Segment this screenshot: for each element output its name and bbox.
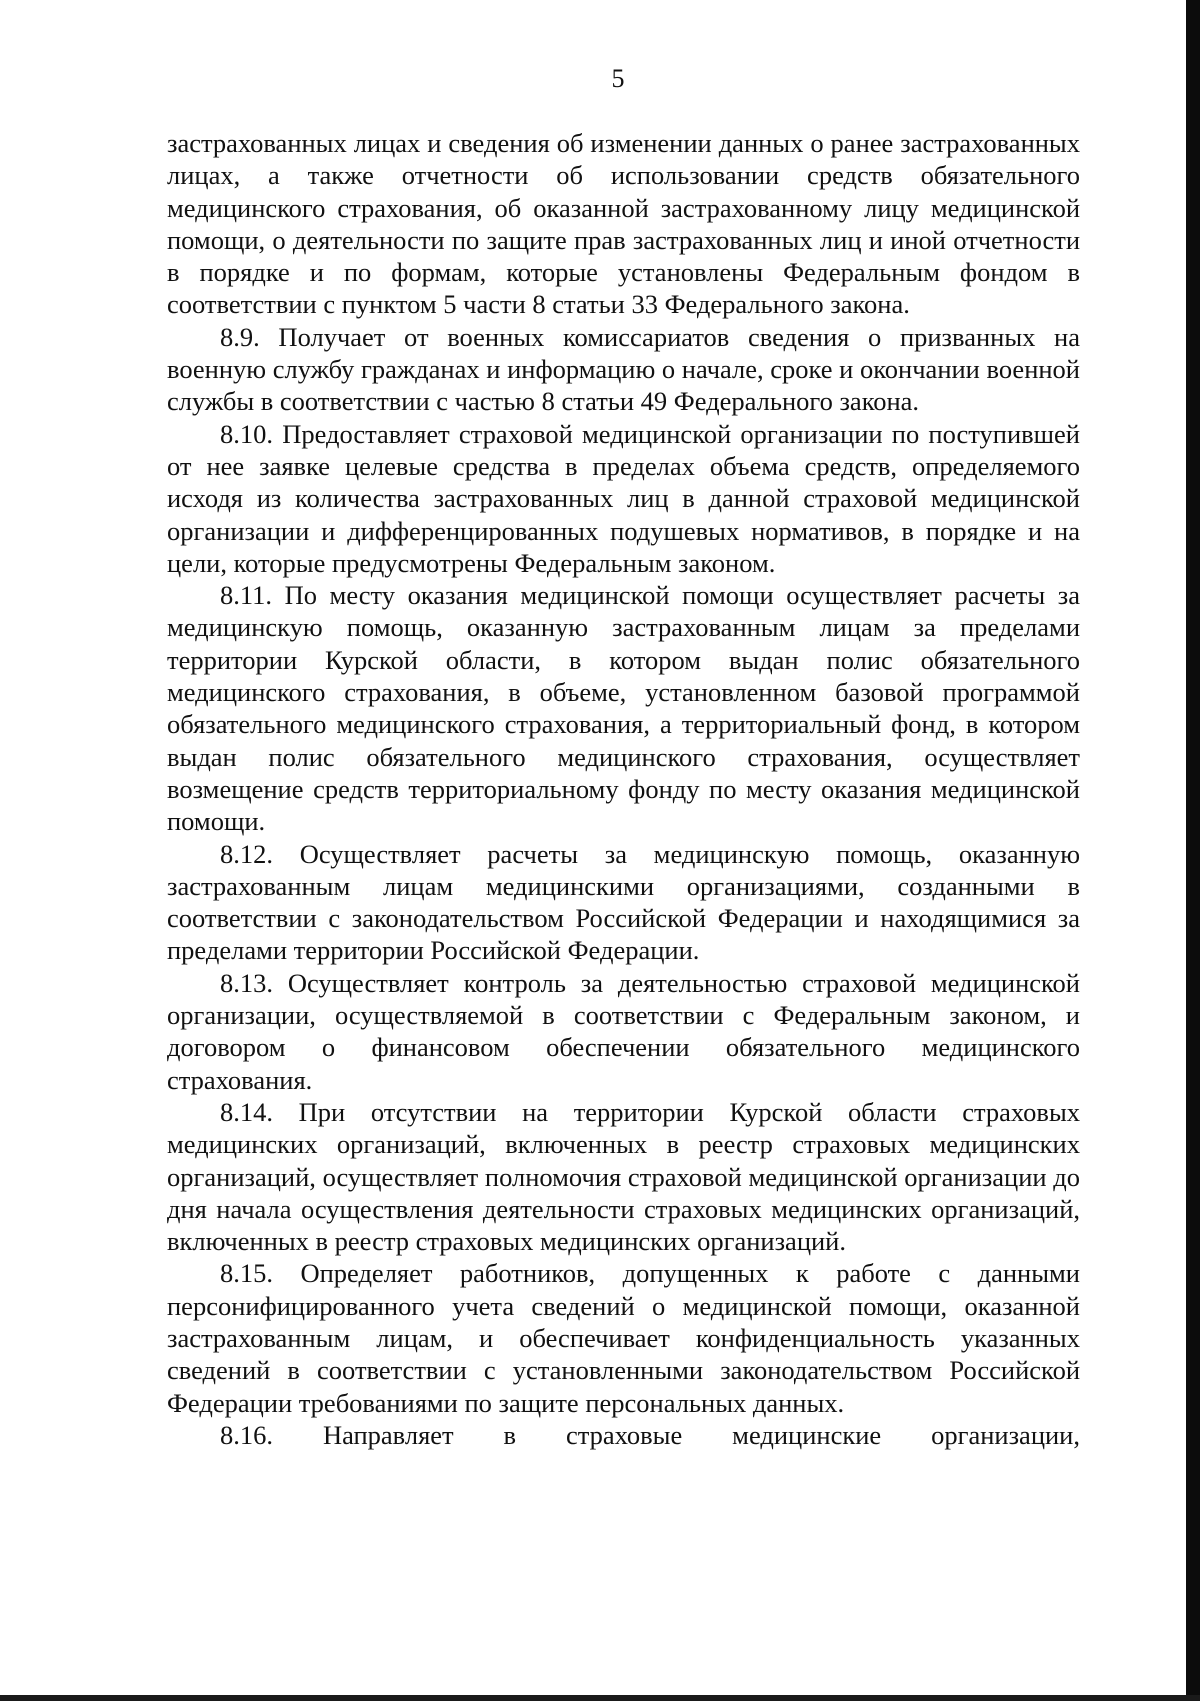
paragraph-8-12: 8.12. Осуществляет расчеты за медицинскую помощь, оказанную застрахованным лицам медицинскими организациями, созданными в соответствии с законодательством Российской Федерации и находящимися за пределами территории Российской Федерации. [167, 838, 1080, 966]
paragraph-continuation: застрахованных лицах и сведения об изменении данных о ранее застрахованных лицах, а также отчетности об использовании средств обязательного медицинского страхования, об оказанной застрахованному лицу медицинской помощи, о деятельности по защите прав застрахованных лиц и иной отчетности в порядке и по формам, которые установлены Федеральным фондом в соответствии с пунктом 5 части 8 статьи 33 Федерального закона. [167, 128, 1080, 320]
paragraph-8-11: 8.11. По месту оказания медицинской помощи осуществляет расчеты за медицинскую помощь, оказанную застрахованным лицам за пределами территории Курской области, в котором выдан полис обязательного медицинского страхования, в объеме, установленном базовой программой обязательного медицинского страхования, а территориальный фонд, в котором выдан полис обязательного медицинского страхования, осуществляет возмещение средств территориальному фонду по месту оказания медицинской помощи. [167, 580, 1080, 837]
paragraph-8-13: 8.13. Осуществляет контроль за деятельностью страховой медицинской организации, осуществляемой в соответствии с Федеральным законом, и договором о финансовом обеспечении обязательного медицинского страхования. [167, 967, 1080, 1095]
page-number: 5 [611, 64, 625, 93]
paragraph-8-14: 8.14. При отсутствии на территории Курской области страховых медицинских организаций, включенных в реестр страховых медицинских организаций, осуществляет полномочия страховой медицинской организации до дня начала осуществления деятельности страховых медицинских организаций, включенных в реестр страховых медицинских организаций. [167, 1096, 1080, 1257]
scan-border-bottom [0, 1695, 1200, 1701]
paragraph-8-10: 8.10. Предоставляет страховой медицинской организации по поступившей от нее заявке целевые средства в пределах объема средств, определяемого исходя из количества застрахованных лиц в данной страховой медицинской организации и дифференцированных подушевых нормативов, в порядке и на цели, которые предусмотрены Федеральным законом. [167, 418, 1080, 578]
scan-border-right [1186, 0, 1200, 1701]
paragraph-8-16: 8.16. Направляет в страховые медицинские организации, [220, 1419, 1080, 1450]
paragraph-8-15: 8.15. Определяет работников, допущенных к работе с данными персонифицированного учета сведений о медицинской помощи, оказанной застрахованным лицам, и обеспечивает конфиденциальность указанных сведений в соответствии с установленными законодательством Российской Федерации требованиями по защите персональных данных. [167, 1258, 1080, 1418]
paragraph-8-9: 8.9. Получает от военных комиссариатов сведения о призванных на военную службу гражданах и информацию о начале, сроке и окончании военной службы в соответствии с частью 8 статьи 49 Федерального закона. [167, 321, 1080, 417]
document-body [167, 127, 1080, 1451]
